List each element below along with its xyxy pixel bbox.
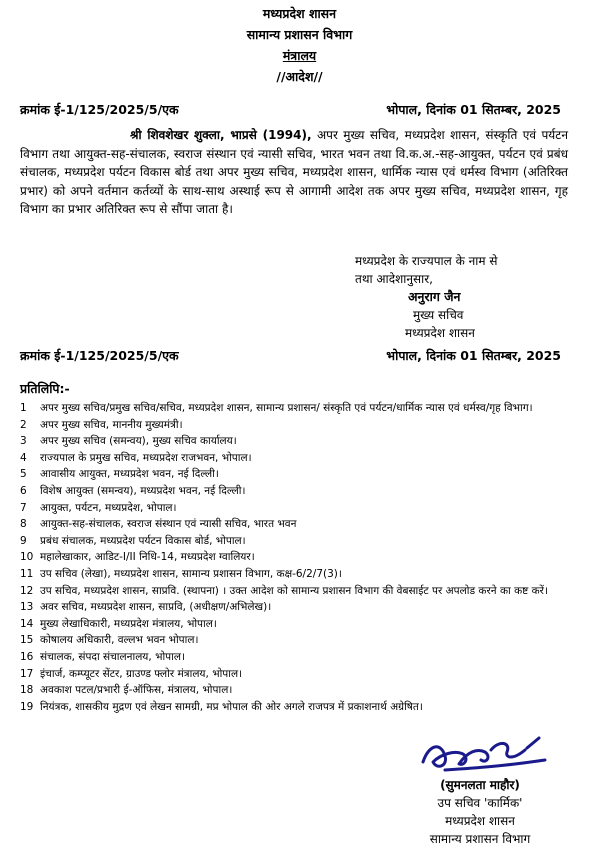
cc-list-item	[20, 516, 568, 533]
cc-item-number: 12	[20, 584, 34, 597]
cc-item-number: 4	[20, 451, 27, 464]
signatory-designation: उप सचिव 'कार्मिक'	[437, 796, 523, 810]
cc-list-item	[20, 616, 568, 633]
header-ministry-text: मंत्रालय	[282, 48, 317, 63]
cc-item-number: 6	[20, 484, 27, 497]
order-number: क्रमांक ई-1/125/2025/5/एक	[20, 102, 179, 117]
cc-list-item	[20, 649, 568, 666]
cc-item-number: 17	[20, 667, 34, 680]
order-body-text: अपर मुख्य सचिव, मध्यप्रदेश शासन, संस्कृति एवं पर्यटन विभाग तथा आयुक्त-सह-संचालक, स्वराज संस्थान एवं न्यासी सचिव, भारत भवन तथा वि.क.अ.-सह-आयुक्त, पर्यटन एवं प्रबंध संचालक, मध्यप्रदेश पर्यटन विकास बोर्ड तथा अपर मुख्य सचिव, मध्यप्रदेश शासन, धार्मिक न्यास एवं धर्मस्व विभाग (अतिरिक्त प्रभार) को अपने वर्तमान कर्तव्यों के साथ-साथ अस्थाई रूप से आगामी आदेश तक अपर मुख्य सचिव, मध्यप्रदेश शासन, गृह विभाग का प्रभार अतिरिक्त रूप से सौंपा जाता है।	[20, 128, 568, 217]
cc-item-number: 13	[20, 601, 34, 614]
cc-item-number: 9	[20, 534, 27, 547]
cc-item-text: अवकाश पटल/प्रभारी ई-ऑफिस, मंत्रालय, भोपाल।	[40, 684, 233, 697]
cc-item-text: महालेखाकार, आडिट-I/II निधि-14, मध्यप्रदेश ग्वालियर।	[40, 551, 255, 564]
signature-image	[415, 730, 555, 780]
cc-item-text: संचालक, संपदा संचालनालय, भोपाल।	[40, 650, 185, 663]
cc-item-text: उप सचिव, मध्यप्रदेश शासन, साप्रवि. (स्थापना) । उक्त आदेश को सामान्य प्रशासन विभाग की वेबसाईट पर अपलोड करने का कष्ट करें।	[40, 584, 548, 597]
header-government: मध्यप्रदेश शासन	[262, 6, 337, 21]
cc-item-text: कोषालय अधिकारी, वल्लभ भवन भोपाल।	[40, 634, 199, 647]
cc-item-text: राज्यपाल के प्रमुख सचिव, मध्यप्रदेश राजभवन, भोपाल।	[40, 451, 252, 464]
cc-item-number: 19	[20, 700, 34, 713]
cc-item-text: मुख्य लेखाधिकारी, मध्यप्रदेश मंत्रालय, भोपाल।	[40, 617, 217, 630]
order-body	[20, 126, 568, 219]
cc-list-item	[20, 433, 568, 450]
cc-list-item	[20, 549, 568, 566]
cc-item-number: 16	[20, 650, 34, 663]
cc-item-number: 2	[20, 418, 27, 431]
cc-item-text: नियंत्रक, शासकीय मुद्रण एवं लेखन सामग्री, मप्र भोपाल की ओर अगले राजपत्र में प्रकाशनार्थ अग्रेषित।	[40, 700, 423, 713]
cc-item-text: उप सचिव (लेखा), मध्यप्रदेश शासन, सामान्य प्रशासन विभाग, कक्ष-6/2/7(3)।	[40, 567, 342, 580]
cc-list-item	[20, 583, 568, 600]
cc-item-text: आयुक्त, पर्यटन, मध्यप्रदेश, भोपाल।	[40, 501, 177, 514]
cc-item-number: 18	[20, 684, 34, 697]
cc-item-number: 15	[20, 634, 34, 647]
signatory-department: सामान्य प्रशासन विभाग	[429, 832, 531, 846]
cc-item-text: प्रबंध संचालक, मध्यप्रदेश पर्यटन विकास बोर्ड, भोपाल।	[40, 534, 246, 547]
order-ref-row-2	[20, 347, 561, 364]
order-date-2: भोपाल, दिनांक 01 सितम्बर, 2025	[386, 348, 561, 363]
signoff-line2: तथा आदेशानुसार,	[355, 272, 433, 286]
signatory-name: (सुमनलता माहौर)	[440, 778, 520, 792]
cc-item-text: विशेष आयुक्त (समन्वय), मध्यप्रदेश भवन, नई दिल्ली।	[40, 484, 246, 497]
cc-list-item	[20, 632, 568, 649]
signoff-line1: मध्यप्रदेश के राज्यपाल के नाम से	[355, 254, 498, 268]
cc-item-text: आवासीय आयुक्त, मध्यप्रदेश भवन, नई दिल्ली।	[40, 468, 219, 481]
cc-item-number: 10	[20, 551, 34, 564]
officer-name: श्री शिवशेखर शुक्ला, भाप्रसे (1994),	[130, 128, 312, 142]
cc-list-item	[20, 699, 568, 716]
signoff-designation: मुख्य सचिव	[413, 308, 464, 322]
cc-item-number: 11	[20, 567, 34, 580]
cc-item-number: 14	[20, 617, 34, 630]
cc-list-item	[20, 500, 568, 517]
signoff-office: मध्यप्रदेश शासन	[405, 326, 475, 340]
header-ministry	[0, 48, 599, 64]
order-ref-row	[20, 101, 561, 118]
header-order: //आदेश//	[276, 69, 323, 84]
cc-list-item	[20, 450, 568, 467]
cc-list-item	[20, 533, 568, 550]
cc-item-text: अपर मुख्य सचिव/प्रमुख सचिव/सचिव, मध्यप्रदेश शासन, सामान्य प्रशासन/ संस्कृति एवं पर्यटन/धार्मिक न्यास एवं धर्मस्व/गृह विभाग।	[40, 402, 533, 414]
cc-item-number: 3	[20, 435, 27, 448]
signatory-government: मध्यप्रदेश शासन	[445, 814, 515, 828]
cc-list	[20, 400, 568, 715]
order-number-2: क्रमांक ई-1/125/2025/5/एक	[20, 348, 179, 363]
cc-item-text: अपर मुख्य सचिव (समन्वय), मुख्य सचिव कार्यालय।	[40, 435, 237, 448]
cc-item-text: आयुक्त-सह-संचालक, स्वराज संस्थान एवं न्यासी सचिव, भारत भवन	[40, 518, 297, 531]
cc-list-item	[20, 566, 568, 583]
cc-list-item	[20, 599, 568, 616]
cc-list-item	[20, 400, 568, 417]
signoff-name: अनुराग जैन	[408, 289, 461, 304]
cc-item-number: 1	[20, 402, 27, 414]
signoff-block	[355, 252, 555, 342]
cc-item-number: 5	[20, 468, 27, 481]
cc-item-number: 8	[20, 518, 27, 531]
cc-list-item	[20, 417, 568, 434]
header-department: सामान्य प्रशासन विभाग	[246, 27, 353, 42]
signatory-block	[380, 776, 580, 848]
cc-list-item	[20, 483, 568, 500]
cc-item-text: अपर मुख्य सचिव, माननीय मुख्यमंत्री।	[40, 418, 183, 431]
cc-title: प्रतिलिपि:-	[20, 381, 70, 396]
cc-list-item	[20, 466, 568, 483]
cc-item-number: 7	[20, 501, 27, 514]
order-date: भोपाल, दिनांक 01 सितम्बर, 2025	[386, 102, 561, 117]
cc-item-text: इंचार्ज, कम्प्यूटर सेंटर, ग्राउण्ड फ्लोर मंत्रालय, भोपाल।	[40, 667, 243, 680]
cc-item-text: अवर सचिव, मध्यप्रदेश शासन, साप्रवि, (अधीक्षण/अभिलेख)।	[40, 601, 272, 614]
cc-list-item	[20, 666, 568, 683]
cc-list-item	[20, 682, 568, 699]
